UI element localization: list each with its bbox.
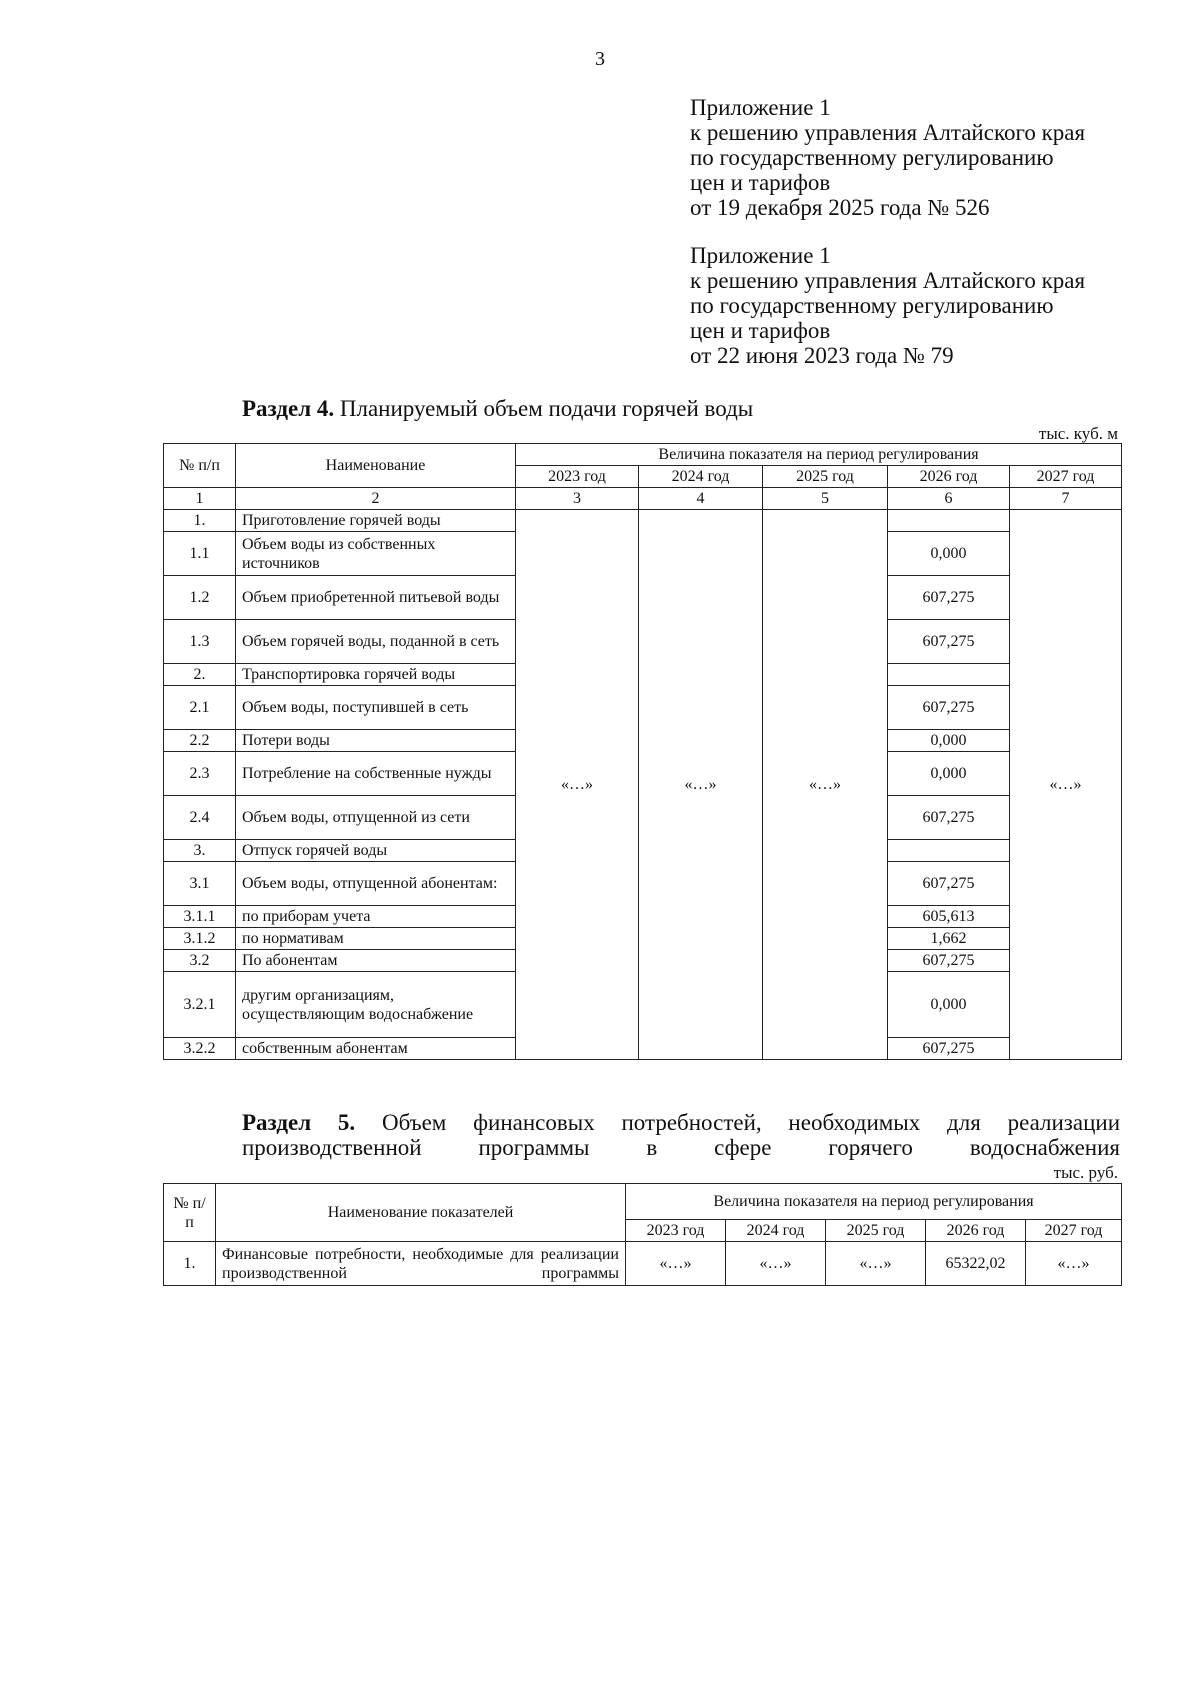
value-2026: 607,275 <box>888 1038 1010 1060</box>
row-num: 3.2 <box>164 950 236 972</box>
appendix-line: по государственному регулированию <box>690 145 1054 170</box>
row-num: 1.2 <box>164 576 236 620</box>
header-name: Наименование <box>236 444 516 488</box>
section4-table <box>163 443 1122 1060</box>
header-year: 2026 год <box>888 466 1010 488</box>
value-2026: 607,275 <box>888 620 1010 664</box>
value-2026: 607,275 <box>888 796 1010 840</box>
header-year: 2027 год <box>1026 1220 1122 1242</box>
row-name: Объем воды из собственных источников <box>236 532 516 576</box>
value-2024: «…» <box>726 1242 826 1286</box>
row-name: Отпуск горячей воды <box>236 840 516 862</box>
row-num: 2.1 <box>164 686 236 730</box>
row-num: 2. <box>164 664 236 686</box>
value-2027-placeholder: «…» <box>1010 510 1122 1060</box>
section5-table <box>163 1183 1122 1286</box>
value-2025: «…» <box>826 1242 926 1286</box>
header-num: № п/п <box>164 444 236 488</box>
column-number: 1 <box>164 488 236 510</box>
value-2026: 607,275 <box>888 686 1010 730</box>
appendix-line: от 22 июня 2023 года № 79 <box>690 343 954 368</box>
row-name: Транспортировка горячей воды <box>236 664 516 686</box>
value-2026: 607,275 <box>888 950 1010 972</box>
header-num: № п/п <box>164 1184 216 1242</box>
header-name: Наименование показателей <box>216 1184 626 1242</box>
row-name: Финансовые потребности, необходимые для реализации производственной программы <box>216 1242 626 1286</box>
section5-unit: тыс. руб. <box>1053 1163 1118 1182</box>
row-name: Объем воды, поступившей в сеть <box>236 686 516 730</box>
row-name: Объем воды, отпущенной из сети <box>236 796 516 840</box>
row-name: Объем воды, отпущенной абонентам: <box>236 862 516 906</box>
row-num: 3.2.1 <box>164 972 236 1038</box>
value-2023: «…» <box>626 1242 726 1286</box>
appendix-block-current <box>690 95 1085 220</box>
value-2026: 607,275 <box>888 576 1010 620</box>
column-number: 6 <box>888 488 1010 510</box>
value-2026: 605,613 <box>888 906 1010 928</box>
header-year: 2024 год <box>726 1220 826 1242</box>
row-num: 3.2.2 <box>164 1038 236 1060</box>
row-num: 2.4 <box>164 796 236 840</box>
value-2026: 0,000 <box>888 730 1010 752</box>
header-year: 2025 год <box>763 466 888 488</box>
row-name: Приготовление горячей воды <box>236 510 516 532</box>
appendix-line: к решению управления Алтайского края <box>690 268 1086 293</box>
row-num: 1. <box>164 510 236 532</box>
header-year: 2025 год <box>826 1220 926 1242</box>
row-num: 3. <box>164 840 236 862</box>
header-period: Величина показателя на период регулирования <box>626 1184 1122 1220</box>
section4-title-bold: Раздел 4. <box>242 396 335 421</box>
row-num: 2.3 <box>164 752 236 796</box>
row-name: По абонентам <box>236 950 516 972</box>
row-name: Объем горячей воды, поданной в сеть <box>236 620 516 664</box>
value-2026: 1,662 <box>888 928 1010 950</box>
row-num: 1.1 <box>164 532 236 576</box>
header-year: 2027 год <box>1010 466 1122 488</box>
value-2026 <box>888 510 1010 532</box>
appendix-line: Приложение 1 <box>690 243 831 268</box>
appendix-line: к решению управления Алтайского края <box>690 120 1086 145</box>
table-row <box>164 1242 1122 1286</box>
column-number: 5 <box>763 488 888 510</box>
row-name: Потери воды <box>236 730 516 752</box>
section5-title <box>168 1110 1120 1160</box>
value-2025-placeholder: «…» <box>763 510 888 1060</box>
appendix-line: Приложение 1 <box>690 95 831 120</box>
value-2026: 0,000 <box>888 752 1010 796</box>
value-2026: 65322,02 <box>926 1242 1026 1286</box>
header-year: 2023 год <box>516 466 639 488</box>
appendix-line: от 19 декабря 2025 года № 526 <box>690 195 990 220</box>
row-num: 1.3 <box>164 620 236 664</box>
row-num: 3.1 <box>164 862 236 906</box>
section4-title-text: Планируемый объем подачи горячей воды <box>334 396 754 421</box>
header-year: 2026 год <box>926 1220 1026 1242</box>
table-row <box>164 510 1122 532</box>
section5-title-bold: Раздел 5. <box>242 1110 356 1135</box>
header-year: 2023 год <box>626 1220 726 1242</box>
appendix-block-original <box>690 243 1085 368</box>
value-2027: «…» <box>1026 1242 1122 1286</box>
row-name: по нормативам <box>236 928 516 950</box>
value-2026: 0,000 <box>888 532 1010 576</box>
appendix-line: цен и тарифов <box>690 170 831 195</box>
row-name: собственным абонентам <box>236 1038 516 1060</box>
column-number: 7 <box>1010 488 1122 510</box>
row-num: 3.1.1 <box>164 906 236 928</box>
row-name: Объем приобретенной питьевой воды <box>236 576 516 620</box>
section4-title <box>242 396 753 422</box>
row-num: 2.2 <box>164 730 236 752</box>
value-2023-placeholder: «…» <box>516 510 639 1060</box>
row-name: Потребление на собственные нужды <box>236 752 516 796</box>
header-year: 2024 год <box>639 466 763 488</box>
row-name: другим организациям, осуществляющим водоснабжение <box>236 972 516 1038</box>
row-num: 3.1.2 <box>164 928 236 950</box>
section4-unit: тыс. куб. м <box>1038 424 1118 443</box>
header-period: Величина показателя на период регулирования <box>516 444 1122 466</box>
value-2026: 607,275 <box>888 862 1010 906</box>
column-number: 2 <box>236 488 516 510</box>
value-2026 <box>888 664 1010 686</box>
row-num: 1. <box>164 1242 216 1286</box>
value-2026: 0,000 <box>888 972 1010 1038</box>
appendix-line: по государственному регулированию <box>690 293 1054 318</box>
value-2024-placeholder: «…» <box>639 510 763 1060</box>
column-number: 4 <box>639 488 763 510</box>
column-number: 3 <box>516 488 639 510</box>
section5-title-text: Объем финансовых потребностей, необходимых для реализации производственной программы в сфере горячего водоснабжения <box>242 1110 1120 1160</box>
row-name: по приборам учета <box>236 906 516 928</box>
page-number: 3 <box>595 48 605 70</box>
value-2026 <box>888 840 1010 862</box>
appendix-line: цен и тарифов <box>690 318 831 343</box>
